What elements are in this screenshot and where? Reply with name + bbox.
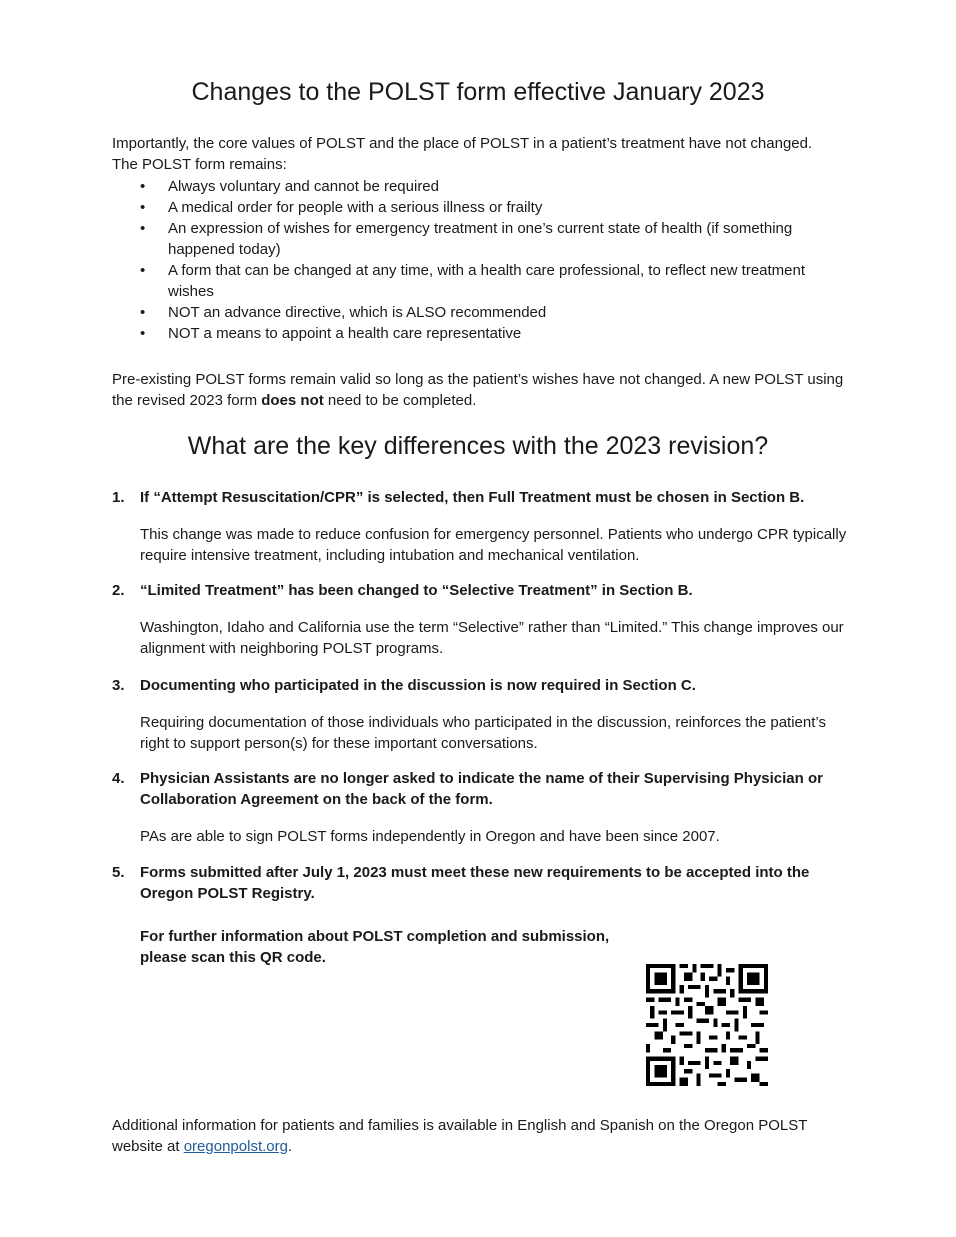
qr-code-icon[interactable] (646, 964, 768, 1086)
list-item: • A medical order for people with a serious illness or frailty (140, 197, 852, 218)
change-item-3 (112, 675, 852, 754)
preexisting-text-end: need to be completed. (323, 392, 477, 409)
item-heading: If “Attempt Resuscitation/CPR” is selected, then Full Treatment must be chosen in Section B. (140, 489, 805, 506)
section-subtitle: What are the key differences with the 2023 revision? (187, 432, 769, 460)
list-item: • A form that can be changed at any time, with a health care professional, to reflect new treatment wishes (140, 260, 852, 302)
change-item-2 (112, 580, 852, 659)
item-heading: “Limited Treatment” has been changed to “Selective Treatment” in Section B. (140, 582, 693, 599)
item-number: 4. (112, 770, 125, 787)
list-item: • Always voluntary and cannot be required (140, 176, 852, 197)
further-info-line-2: please scan this QR code. (140, 949, 326, 966)
website-link[interactable]: oregonpolst.org (183, 1138, 288, 1155)
item-number: 5. (112, 864, 125, 881)
intro-line-1: Importantly, the core values of POLST and the place of POLST in a patient’s treatment have not changed. (112, 135, 813, 152)
preexisting-emphasis: does not (261, 392, 324, 409)
change-item-4 (112, 768, 852, 847)
item-number: 1. (112, 489, 125, 506)
item-number: 3. (112, 677, 125, 694)
item-heading: Forms submitted after July 1, 2023 must meet these new requirements to be accepted into the Oregon POLST Registry. (140, 864, 810, 902)
intro-paragraph (112, 133, 852, 175)
footer-end: . (287, 1138, 293, 1155)
item-heading: Documenting who participated in the discussion is now required in Section C. (140, 677, 696, 694)
footer-paragraph (112, 1115, 852, 1157)
item-detail: Washington, Idaho and California use the term “Selective” rather than “Limited.” This change improves our alignment with neighboring POLST programs. (140, 619, 844, 657)
page-title: Changes to the POLST form effective January 2023 (191, 78, 765, 106)
further-info-text (140, 926, 660, 968)
list-item: • NOT a means to appoint a health care representative (140, 323, 852, 344)
list-item: • An expression of wishes for emergency treatment in one’s current state of health (if something happened today) (140, 218, 852, 260)
change-item-5 (112, 862, 852, 904)
item-detail: PAs are able to sign POLST forms independently in Oregon and have been since 2007. (140, 828, 720, 845)
form-remains-list (140, 176, 852, 344)
list-item: • NOT an advance directive, which is ALSO recommended (140, 302, 852, 323)
footer-text: Additional information for patients and families is available in English and Spanish on the Oregon POLST website at (112, 1117, 808, 1155)
change-item-1 (112, 487, 852, 566)
preexisting-text: Pre-existing POLST forms remain valid so long as the patient’s wishes have not changed. A new POLST using the revised 2023 form (112, 371, 844, 409)
item-number: 2. (112, 582, 125, 599)
item-detail: This change was made to reduce confusion for emergency personnel. Patients who undergo CPR typically require intensive treatment, including intubation and mechanical ventilation. (140, 526, 847, 564)
further-info-line-1: For further information about POLST completion and submission, (140, 928, 610, 945)
preexisting-forms-paragraph (112, 369, 852, 411)
item-heading: Physician Assistants are no longer asked to indicate the name of their Supervising Physician or Collaboration Agreement on the back of the form. (140, 770, 823, 808)
item-detail: Requiring documentation of those individuals who participated in the discussion, reinforces the patient’s right to support person(s) for these important conversations. (140, 714, 826, 752)
intro-line-2: The POLST form remains: (112, 156, 287, 173)
